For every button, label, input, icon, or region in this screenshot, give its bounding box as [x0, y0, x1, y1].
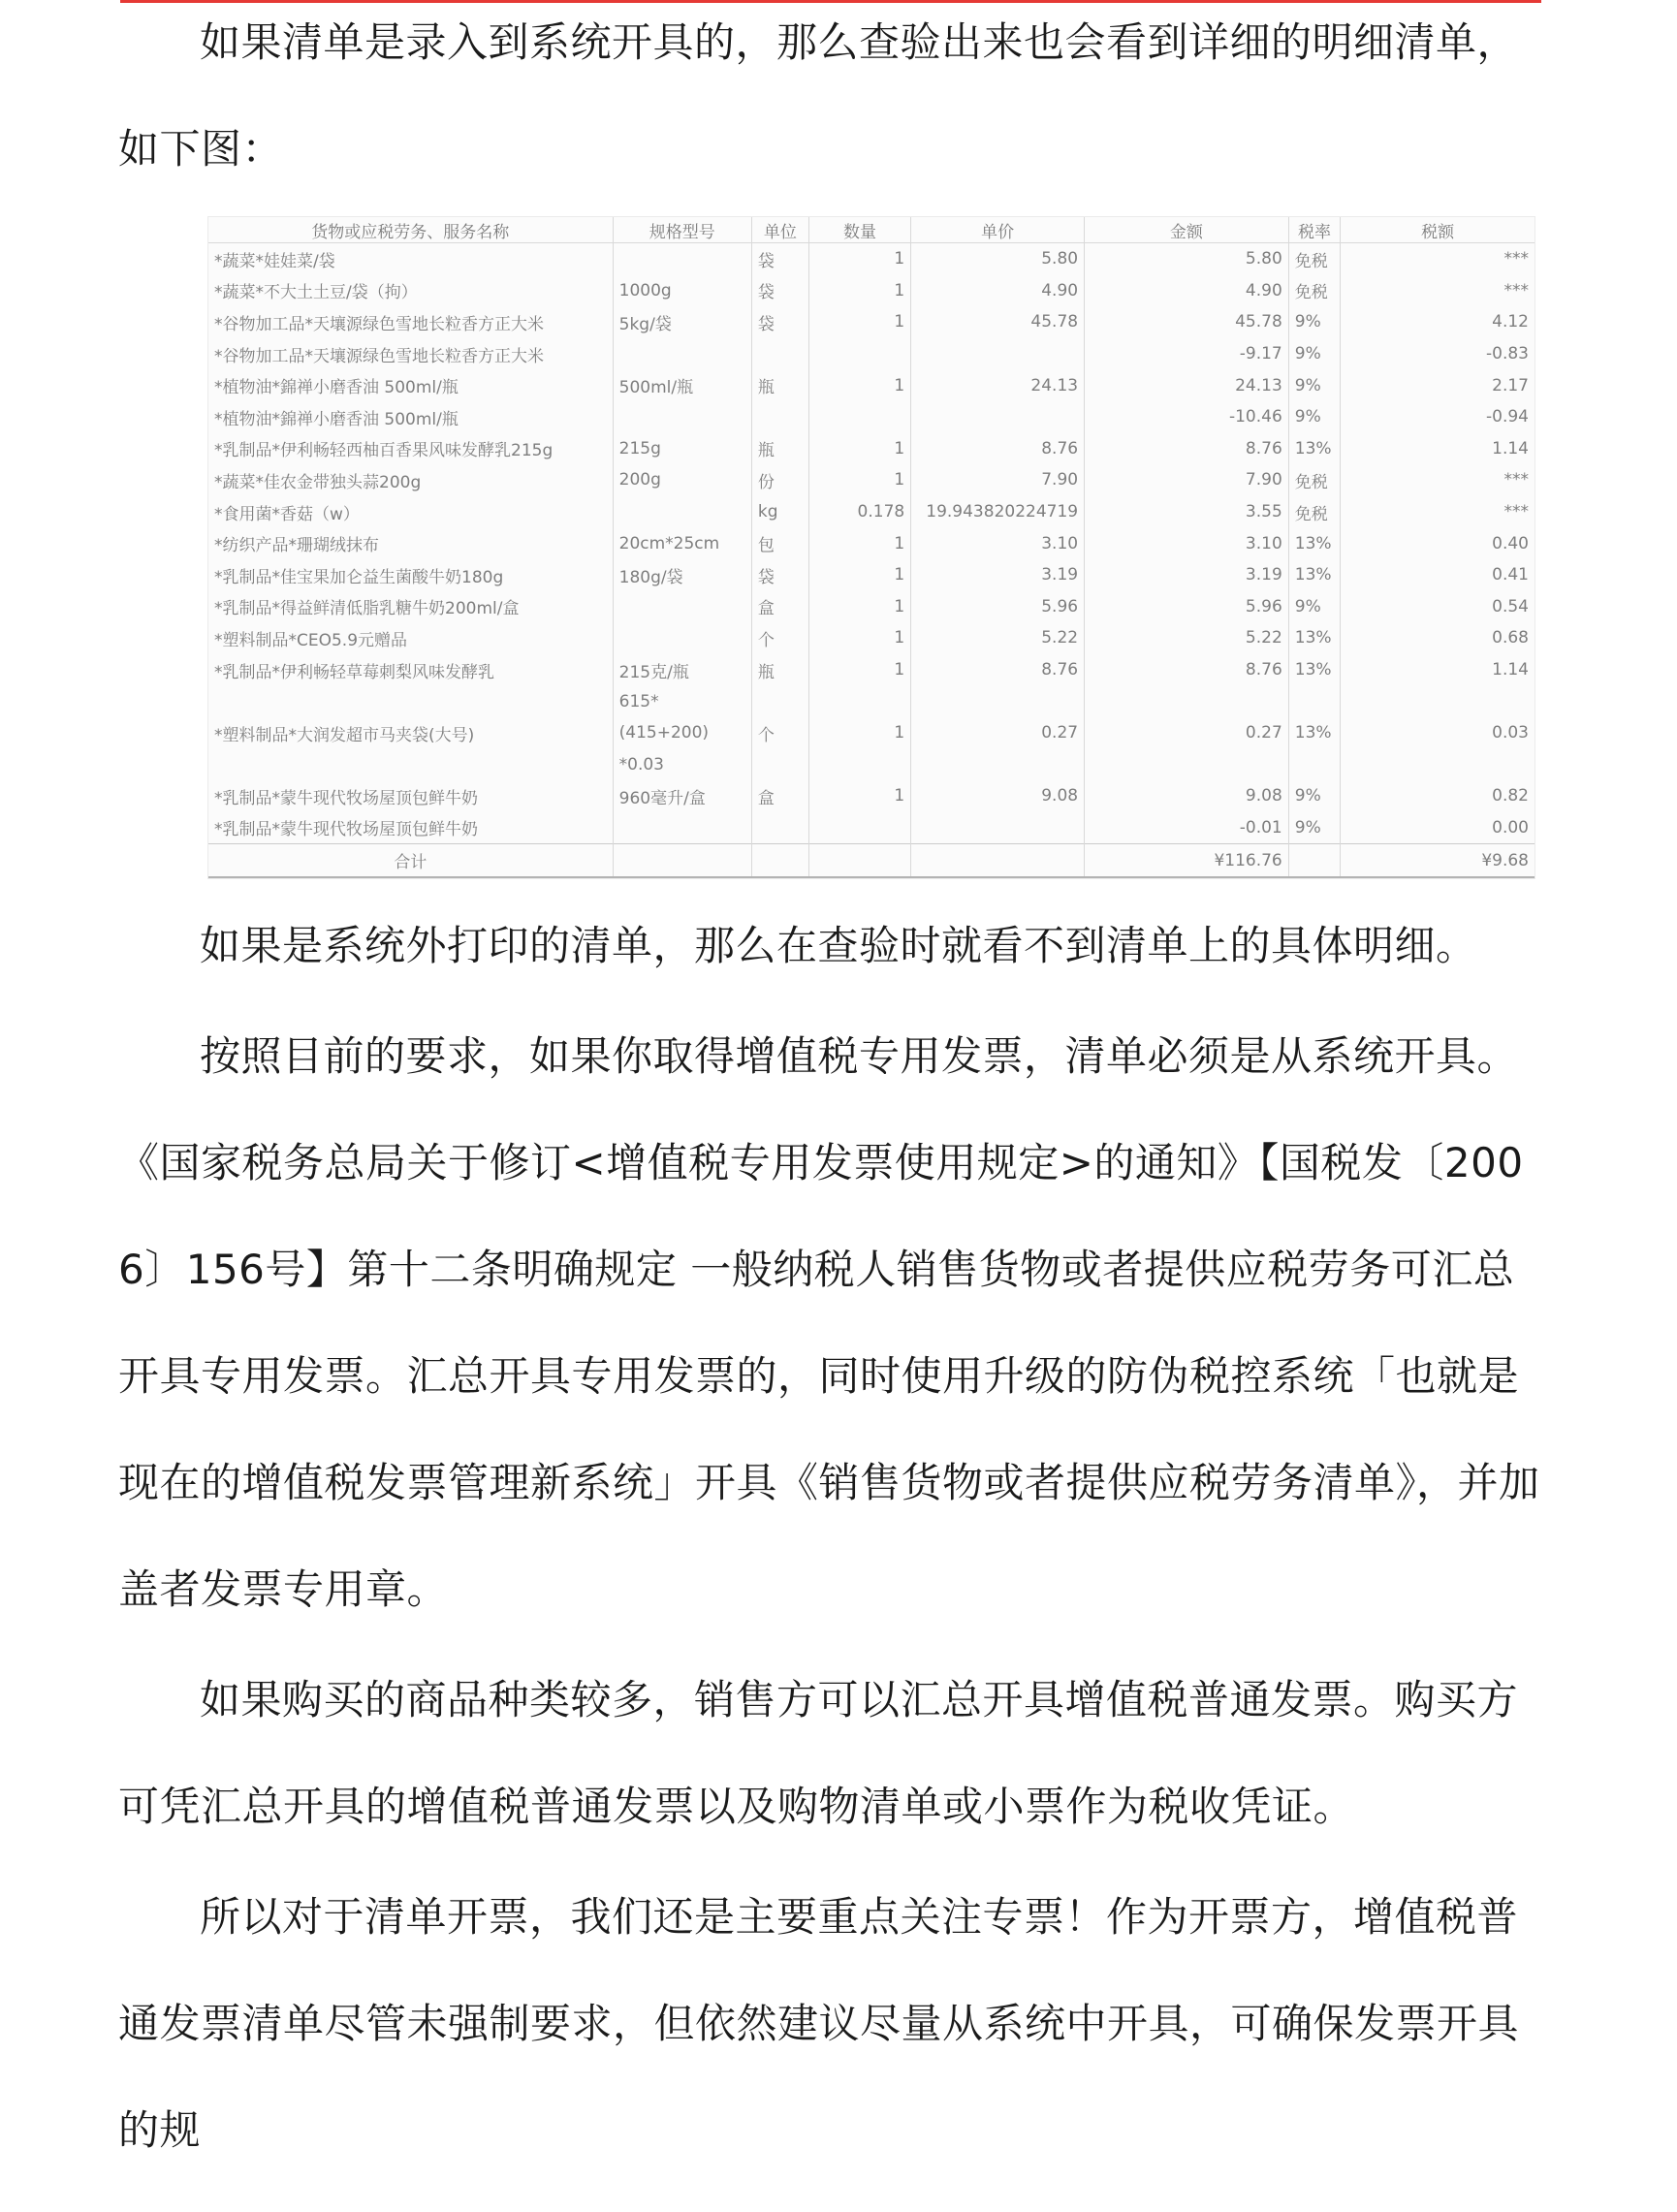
table-cell: -0.94 — [1341, 401, 1535, 433]
table-cell: 包 — [751, 527, 808, 559]
table-cell — [751, 812, 808, 844]
table-cell: 5.80 — [1085, 243, 1289, 275]
table-cell: 45.78 — [1085, 306, 1289, 338]
table-cell: 1.14 — [1341, 433, 1535, 465]
table-cell: *谷物加工品*天壤源绿色雪地长粒香方正大米 — [214, 314, 544, 334]
table-cell: *乳制品*伊利畅轻草莓刺梨风味发酵乳 — [214, 662, 494, 682]
table-cell: 瓶 — [751, 654, 808, 686]
table-cell: 盒 — [751, 780, 808, 812]
table-cell: -10.46 — [1085, 401, 1289, 433]
invoice-detail-table — [208, 217, 1535, 878]
table-cell: 13% — [1288, 433, 1341, 465]
table-cell — [751, 685, 808, 717]
table-cell — [613, 401, 751, 433]
paragraph-external-print: 如果是系统外打印的清单，那么在查验时就看不到清单上的具体明细。 — [200, 922, 1477, 969]
paragraph-regulation: 按照目前的要求，如果你取得增值税专用发票，清单必须是从系统开具。《国家税务总局关于修订<增值税专用发票使用规定>的通知》【国税发〔2006〕156号】第十二条明确规定 一般纳税人销售货物或者提供应税劳务可汇总开具专用发票。汇总开具专用发票的，同时使用升级的防伪税控系统「也就是现在的增值税发票管理新系统」开具《销售货物或者提供应税劳务清单》，并加盖者发票专用章。 — [118, 1032, 1540, 1613]
table-cell: 215g — [613, 433, 751, 465]
table-cell — [613, 622, 751, 654]
table-cell: 盒 — [751, 591, 808, 623]
table-cell — [808, 812, 910, 844]
table-cell: 免税 — [1288, 275, 1341, 307]
table-row — [208, 591, 1535, 623]
table-cell: 1 — [808, 464, 910, 496]
table-cell: 3.19 — [1085, 559, 1289, 591]
table-cell: (415+200) — [613, 717, 751, 749]
table-header-cell: 规格型号 — [613, 217, 751, 243]
table-cell: 19.943820224719 — [911, 496, 1085, 528]
table-cell — [1085, 749, 1289, 781]
table-cell — [1288, 685, 1341, 717]
table-cell: 袋 — [751, 306, 808, 338]
table-cell: 5.80 — [911, 243, 1085, 275]
table-cell: 4.12 — [1341, 306, 1535, 338]
table-row — [208, 749, 1535, 781]
table-cell — [808, 401, 910, 433]
table-cell: 袋 — [751, 275, 808, 307]
table-cell: 0.27 — [1085, 717, 1289, 749]
table-cell — [613, 496, 751, 528]
table-cell: 免税 — [1288, 496, 1341, 528]
table-cell — [613, 243, 751, 275]
table-cell: 24.13 — [1085, 369, 1289, 401]
table-cell — [751, 844, 808, 877]
table-cell: 5.96 — [911, 591, 1085, 623]
table-cell: *乳制品*蒙牛现代牧场屋顶包鲜牛奶 — [214, 788, 478, 808]
table-cell: 瓶 — [751, 369, 808, 401]
table-row — [208, 306, 1535, 338]
table-cell: 45.78 — [911, 306, 1085, 338]
table-cell: 215克/瓶 — [613, 654, 751, 686]
table-cell: 1 — [808, 591, 910, 623]
table-cell: *植物油*錦禅小磨香油 500ml/瓶 — [214, 378, 459, 398]
table-cell — [208, 749, 613, 781]
table-cell: 1 — [808, 275, 910, 307]
table-row — [208, 369, 1535, 401]
table-cell: 5.22 — [1085, 622, 1289, 654]
table-cell — [208, 685, 613, 717]
table-cell — [1288, 844, 1341, 877]
table-cell: kg — [751, 496, 808, 528]
table-cell: 9% — [1288, 812, 1341, 844]
table-cell: 9% — [1288, 591, 1341, 623]
table-cell: 1 — [808, 527, 910, 559]
total-label: 合计 — [208, 844, 613, 877]
table-cell: 1 — [808, 433, 910, 465]
table-cell: 个 — [751, 622, 808, 654]
table-cell: 1000g — [613, 275, 751, 307]
table-row — [208, 717, 1535, 749]
table-cell: *食用菌*香菇（w） — [214, 504, 360, 524]
table-header-cell: 金额 — [1085, 217, 1289, 243]
table-row — [208, 243, 1535, 275]
table-cell: *纺织产品*珊瑚绒抹布 — [214, 536, 379, 556]
table-cell: 免税 — [1288, 243, 1341, 275]
table-cell: 4.90 — [911, 275, 1085, 307]
table-cell — [751, 749, 808, 781]
table-cell: 24.13 — [911, 369, 1085, 401]
table-cell: 3.19 — [911, 559, 1085, 591]
table-cell: 8.76 — [911, 433, 1085, 465]
table-header-cell: 数量 — [808, 217, 910, 243]
table-cell: 200g — [613, 464, 751, 496]
table-cell: *谷物加工品*天壤源绿色雪地长粒香方正大米 — [214, 346, 544, 366]
table-header-cell: 税率 — [1288, 217, 1341, 243]
table-cell: 1 — [808, 306, 910, 338]
table-cell: 1 — [808, 243, 910, 275]
table-cell: 5.96 — [1085, 591, 1289, 623]
table-total-row — [208, 844, 1535, 877]
table-cell: 1 — [808, 780, 910, 812]
table-cell: 0.41 — [1341, 559, 1535, 591]
invoice-list-image — [207, 216, 1535, 879]
table-cell: -9.17 — [1085, 338, 1289, 370]
table-cell: 500ml/瓶 — [613, 369, 751, 401]
table-header-cell: 税额 — [1341, 217, 1535, 243]
table-cell: 0.54 — [1341, 591, 1535, 623]
table-cell: 份 — [751, 464, 808, 496]
table-cell — [808, 749, 910, 781]
table-cell: 960毫升/盒 — [613, 780, 751, 812]
table-cell: -0.01 — [1085, 812, 1289, 844]
table-cell: 1 — [808, 369, 910, 401]
table-cell — [808, 844, 910, 877]
table-cell: 1 — [808, 654, 910, 686]
table-row — [208, 433, 1535, 465]
table-cell: *蔬菜*不大土土豆/袋（拘） — [214, 283, 418, 303]
table-cell: 3.10 — [911, 527, 1085, 559]
table-row — [208, 527, 1535, 559]
total-tax: ¥9.68 — [1341, 844, 1535, 877]
table-cell: 13% — [1288, 717, 1341, 749]
table-cell — [1085, 685, 1289, 717]
table-row — [208, 812, 1535, 844]
table-cell — [808, 338, 910, 370]
table-cell: *乳制品*伊利畅轻西柚百香果风味发酵乳215g — [214, 441, 554, 461]
table-cell — [1341, 685, 1535, 717]
table-header-cell: 货物或应税劳务、服务名称 — [208, 217, 613, 243]
table-cell — [613, 338, 751, 370]
table-cell: 4.90 — [1085, 275, 1289, 307]
table-cell: *蔬菜*佳农金带独头蒜200g — [214, 472, 422, 492]
table-cell: *蔬菜*娃娃菜/袋 — [214, 251, 335, 271]
table-cell: 0.00 — [1341, 812, 1535, 844]
table-cell — [911, 844, 1085, 877]
article-body — [118, 0, 1541, 2184]
table-header-cell: 单价 — [911, 217, 1085, 243]
table-row — [208, 654, 1535, 686]
table-cell: *** — [1341, 275, 1535, 307]
table-cell: *** — [1341, 243, 1535, 275]
table-cell: 0.68 — [1341, 622, 1535, 654]
table-row — [208, 780, 1535, 812]
table-cell: 0.178 — [808, 496, 910, 528]
table-cell: 9% — [1288, 780, 1341, 812]
table-row — [208, 622, 1535, 654]
table-cell: 免税 — [1288, 464, 1341, 496]
table-cell: 8.76 — [1085, 433, 1289, 465]
table-row — [208, 401, 1535, 433]
table-cell — [613, 812, 751, 844]
paragraph-general-invoice: 如果购买的商品种类较多，销售方可以汇总开具增值税普通发票。购买方可凭汇总开具的增值税普通发票以及购物清单或小票作为税收凭证。 — [118, 1676, 1519, 1830]
table-cell: 个 — [751, 717, 808, 749]
table-cell: 瓶 — [751, 433, 808, 465]
table-row — [208, 338, 1535, 370]
table-row — [208, 559, 1535, 591]
table-cell: 5kg/袋 — [613, 306, 751, 338]
paragraph-conclusion: 所以对于清单开票，我们还是主要重点关注专票！作为开票方，增值税普通发票清单尽管未强制要求，但依然建议尽量从系统中开具，可确保发票开具的规 — [118, 1893, 1520, 2154]
table-cell — [1288, 749, 1341, 781]
table-cell: 9% — [1288, 338, 1341, 370]
table-cell: 13% — [1288, 559, 1341, 591]
table-cell: -0.83 — [1341, 338, 1535, 370]
total-amount: ¥116.76 — [1085, 844, 1289, 877]
table-cell — [911, 812, 1085, 844]
table-cell — [1341, 749, 1535, 781]
table-cell: 3.10 — [1085, 527, 1289, 559]
table-cell: *** — [1341, 464, 1535, 496]
paragraph-intro: 如果清单是录入到系统开具的，那么查验出来也会看到详细的明细清单，如下图： — [118, 18, 1519, 173]
table-cell — [808, 685, 910, 717]
table-cell — [751, 338, 808, 370]
table-cell: 9.08 — [1085, 780, 1289, 812]
table-cell: *塑料制品*CEO5.9元赠品 — [214, 630, 408, 650]
table-cell: 1 — [808, 559, 910, 591]
table-header-row — [208, 217, 1535, 243]
table-cell: 袋 — [751, 243, 808, 275]
table-cell — [613, 591, 751, 623]
table-cell: 1 — [808, 622, 910, 654]
table-row — [208, 275, 1535, 307]
table-cell: 0.40 — [1341, 527, 1535, 559]
table-cell — [613, 844, 751, 877]
table-cell — [911, 401, 1085, 433]
table-cell: 1 — [808, 717, 910, 749]
table-cell: 13% — [1288, 527, 1341, 559]
table-cell: *** — [1341, 496, 1535, 528]
table-cell: 9.08 — [911, 780, 1085, 812]
table-cell — [911, 338, 1085, 370]
table-cell: 8.76 — [911, 654, 1085, 686]
table-cell: *0.03 — [613, 749, 751, 781]
table-cell: 5.22 — [911, 622, 1085, 654]
table-cell: 0.27 — [911, 717, 1085, 749]
table-cell: 7.90 — [911, 464, 1085, 496]
table-cell: *塑料制品*大润发超市马夹袋(大号) — [214, 725, 475, 745]
table-cell: *乳制品*蒙牛现代牧场屋顶包鲜牛奶 — [214, 820, 478, 840]
table-cell: 20cm*25cm — [613, 527, 751, 559]
table-cell — [751, 401, 808, 433]
table-cell: *乳制品*得益鲜清低脂乳糖牛奶200ml/盒 — [214, 599, 520, 619]
table-cell: 9% — [1288, 401, 1341, 433]
table-row — [208, 496, 1535, 528]
table-cell: 13% — [1288, 654, 1341, 686]
table-cell: 9% — [1288, 369, 1341, 401]
table-cell: *乳制品*佳宝果加仑益生菌酸牛奶180g — [214, 567, 504, 587]
table-cell: *植物油*錦禅小磨香油 500ml/瓶 — [214, 409, 459, 429]
table-cell: 8.76 — [1085, 654, 1289, 686]
table-cell: 3.55 — [1085, 496, 1289, 528]
table-cell — [911, 749, 1085, 781]
table-header-cell: 单位 — [751, 217, 808, 243]
table-cell: 180g/袋 — [613, 559, 751, 591]
table-cell: 13% — [1288, 622, 1341, 654]
table-row — [208, 464, 1535, 496]
table-cell: 7.90 — [1085, 464, 1289, 496]
table-cell: 0.03 — [1341, 717, 1535, 749]
table-cell: 2.17 — [1341, 369, 1535, 401]
table-cell — [911, 685, 1085, 717]
table-cell: 1.14 — [1341, 654, 1535, 686]
table-cell: 袋 — [751, 559, 808, 591]
table-row — [208, 685, 1535, 717]
table-cell: 615* — [613, 685, 751, 717]
table-cell: 9% — [1288, 306, 1341, 338]
table-cell: 0.82 — [1341, 780, 1535, 812]
